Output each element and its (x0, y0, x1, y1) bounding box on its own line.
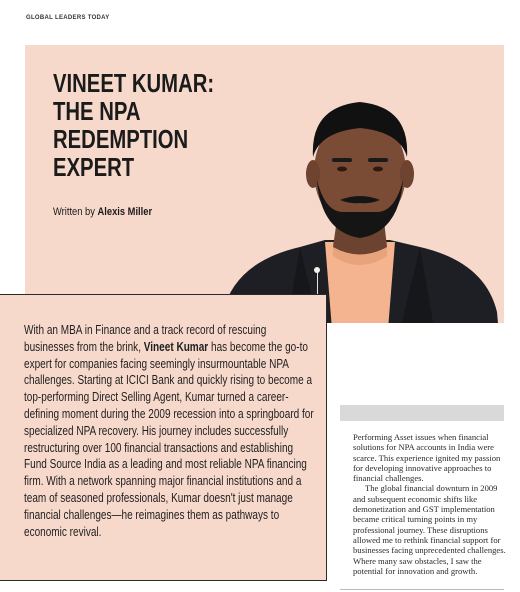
photo-bottom-band (340, 405, 504, 421)
article-column (353, 432, 509, 576)
intro-part-1: With an MBA in Finance and a track record of rescuing businesses from the brink, (24, 322, 267, 354)
byline-author: Alexis Miller (97, 206, 153, 218)
intro-text (24, 322, 315, 540)
lapel-microphone (314, 267, 320, 273)
hero-panel (25, 45, 504, 323)
portrait-photo (205, 62, 504, 323)
title-line: EXPERT (53, 152, 135, 182)
intro-name: Vineet Kumar (143, 338, 209, 354)
column-paragraph-1: Performing Asset issues when financial solutions for NPA accounts in India were scarce. This experience ignited my passion for developing innovative approaches to financial challenges. (353, 432, 501, 484)
column-rule (340, 589, 504, 590)
article-title (53, 69, 214, 181)
title-line: REDEMPTION (53, 124, 189, 154)
intro-box (0, 294, 327, 581)
title-line: THE NPA (53, 96, 141, 126)
masthead: GLOBAL LEADERS TODAY (26, 15, 110, 21)
intro-part-2: has become the go-to expert for companies facing seemingly insurmountable NPA challenges. Starting at ICICI Bank and quickly rising to become a top-performing Direct Selling Agent, Kumar turned a career-defining moment during the 2009 recession into a springboard for specialized NPA recovery. His journey includes successfully restructuring over 100 financial transactions and establishing Fund Source India as a leading and most reliable NPA financing firm. With a network spanning major financial institutions and a team of seasoned professionals, Kumar doesn't just manage financial challenges—he reimagines them as pathways to economic revival. (24, 338, 314, 539)
title-line: VINEET KUMAR: (53, 68, 215, 98)
byline-prefix: Written by (53, 206, 95, 218)
byline (53, 206, 152, 218)
column-paragraph-2: The global financial downturn in 2009 and subsequent economic shifts like demonetization and GST implementation became critical turning points in my professional journey. These disruptions allowed me to rethink financial support for businesses facing unprecedented challenges. Where many saw obstacles, I saw the potential for innovation and growth. (353, 483, 506, 576)
